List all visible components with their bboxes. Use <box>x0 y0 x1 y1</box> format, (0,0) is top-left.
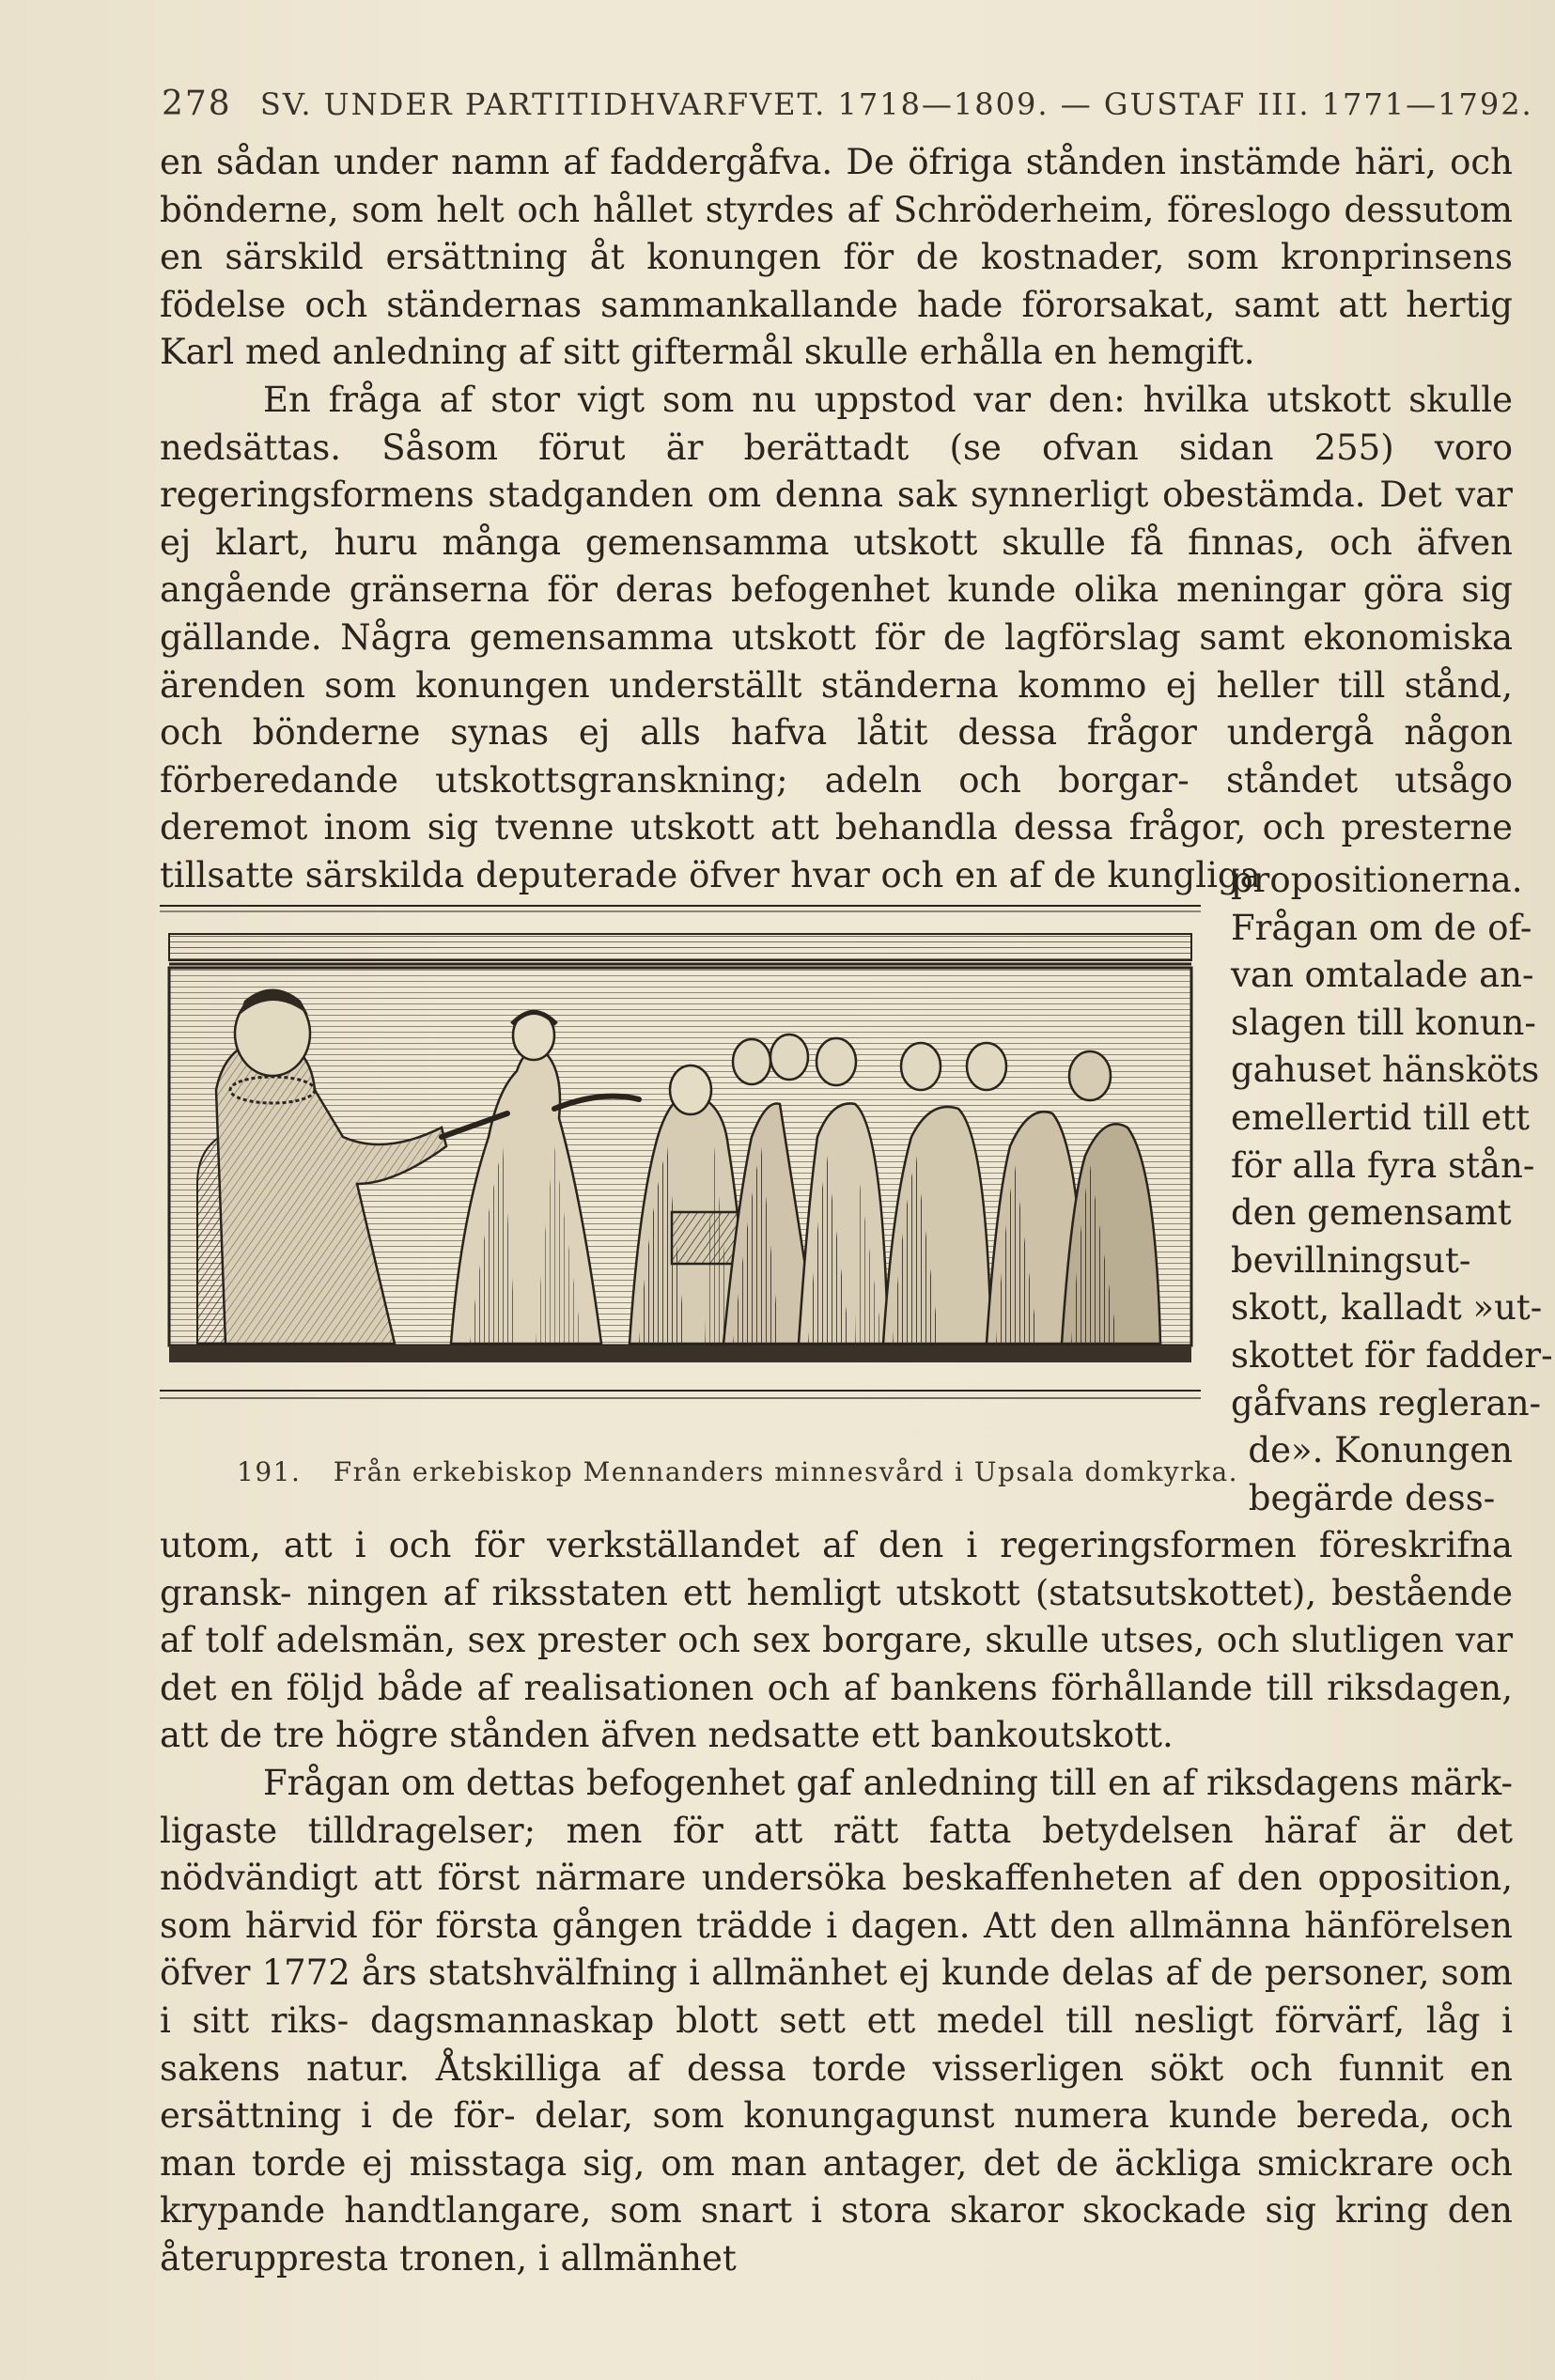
text-line: propositionerna. <box>1231 860 1523 900</box>
text-line: delar, som konungagunst numera kunde bereda, och man torde ej misstaga sig, <box>160 2095 1513 2184</box>
text-line: ningen af riksstaten ett hemligt utskott (statsutskottet), bestående af tolf <box>160 1572 1513 1661</box>
text-line: om man antager, det de äckliga smickrare och krypande handtlangare, som <box>160 2142 1513 2232</box>
relief-engraving <box>160 902 1201 1447</box>
text-line: utskott för de lagförslag samt ekonomiska ärenden som konungen underställt <box>160 616 1513 706</box>
figure-caption-text: Från erkebiskop Mennanders minnesvård i Upsala domkyrka. <box>333 1456 1239 1487</box>
text-line: och presterne tillsatte särskilda deputerade öfver hvar och en af de kungliga <box>160 807 1513 895</box>
text-line: dagsmannaskap blott sett ett medel till nesligt förvärf, låg i sakens natur. <box>160 1999 1513 2089</box>
text-line: bevillningsut- <box>1231 1239 1471 1281</box>
text-line: ständerna kommo ej heller till stånd, och bönderne synas ej alls hafva låtit <box>160 664 1513 754</box>
text-line: utom, att i och för verkställandet af den i regeringsformen föreskrifna gransk- <box>160 1525 1513 1613</box>
body-text-bottom <box>160 1522 1513 2283</box>
engraving-figure <box>160 902 1201 1447</box>
text-line: de». Konungen <box>1248 1430 1513 1471</box>
page-number: 278 <box>162 85 232 123</box>
text-line: skott, kalladt »ut- <box>1231 1287 1543 1329</box>
text-line: gemensamma utskott skulle få finnas, och äfven angående gränserna för deras <box>160 521 1513 611</box>
text-line: van omtalade an- <box>1231 955 1534 996</box>
text-line: en sådan under namn af faddergåfva. De öfriga stånden instämde häri, och <box>160 142 1513 182</box>
text-line: Åtskilliga af dessa torde visserligen sökt och funnit en ersättning i de för- <box>160 2047 1513 2137</box>
paragraph <box>160 377 1513 900</box>
running-title: SV. UNDER PARTITIDHVARFVET. 1718—1809. — GUSTAF III. 1771—1792. <box>259 86 1533 122</box>
text-line: för första gången trädde i dagen. Att den allmänna hänförelsen öfver 1772 <box>160 1905 1514 1994</box>
body-text-top <box>160 139 1513 900</box>
text-line: att först närmare undersöka beskaffenheten af den opposition, som härvid <box>160 1858 1513 1946</box>
text-line: dessa frågor undergå någon förberedande utskottsgranskning; adeln och borgar- <box>160 712 1513 801</box>
text-line: Frågan om de of- <box>1231 907 1532 948</box>
figure-number: 191. <box>237 1456 302 1487</box>
text-line: för alla fyra stån- <box>1231 1144 1535 1186</box>
paragraph <box>160 1522 1513 1760</box>
text-line: nedsättas. Såsom förut är berättadt (se ofvan sidan 255) voro regeringsformens <box>160 427 1513 516</box>
text-line: bönderne, som helt och hållet styrdes af Schröderheim, föreslogo dessutom en <box>160 189 1513 278</box>
text-line: års statshvälfning i allmänhet ej kunde delas af de personer, som i sitt riks- <box>160 1952 1514 2041</box>
text-line: En fråga af stor vigt som nu uppstod var den: hvilka utskott skulle <box>263 379 1513 420</box>
running-header <box>162 85 1533 123</box>
text-line: ståndet utsågo deremot inom sig tvenne utskott att behandla dessa frågor, <box>160 759 1514 848</box>
text-line: tre högre stånden äfven nedsatte ett bankoutskott. <box>272 1715 1174 1756</box>
text-line: den gemensamt <box>1231 1192 1512 1234</box>
side-column-text <box>1231 857 1553 1522</box>
text-line: befogenhet kunde olika meningar göra sig gällande. Några gemensamma <box>160 569 1513 658</box>
text-line: anledning af sitt giftermål skulle erhålla en hemgift. <box>332 332 1255 373</box>
text-line: slagen till konun- <box>1231 1002 1536 1043</box>
paragraph <box>160 1760 1513 2283</box>
text-line: snart i stora skaror skockade sig kring den återuppresta tronen, i allmänhet <box>160 2190 1513 2279</box>
text-line: ligaste tilldragelser; men för att rätt fatta betydelsen häraf är det nödvändigt <box>160 1810 1513 1899</box>
text-line: och ständernas sammankallande hade förorsakat, samt att hertig Karl med <box>160 284 1513 373</box>
text-line: adelsmän, sex prester och sex borgare, skulle utses, och slutligen var det en <box>160 1620 1514 1708</box>
text-line: emellertid till ett <box>1231 1097 1531 1138</box>
text-line: skottet för fadder- <box>1231 1334 1553 1376</box>
text-line: stadganden om denna sak synnerligt obestämda. Det var ej klart, huru många <box>160 474 1513 563</box>
text-line: följd både af realisationen och af bankens förhållande till riksdagen, att de <box>160 1667 1513 1756</box>
figure-caption <box>237 1456 1239 1487</box>
text-line: begärde dess- <box>1248 1477 1496 1518</box>
text-line: Frågan om dettas befogenhet gaf anledning till en af riksdagens märk- <box>263 1762 1513 1803</box>
text-line: gahuset hänsköts <box>1231 1050 1540 1091</box>
text-line: gåfvans regleran- <box>1231 1382 1542 1423</box>
paragraph <box>160 139 1513 377</box>
text-line: särskild ersättning åt konungen för de kostnader, som kronprinsens födelse <box>160 237 1513 325</box>
